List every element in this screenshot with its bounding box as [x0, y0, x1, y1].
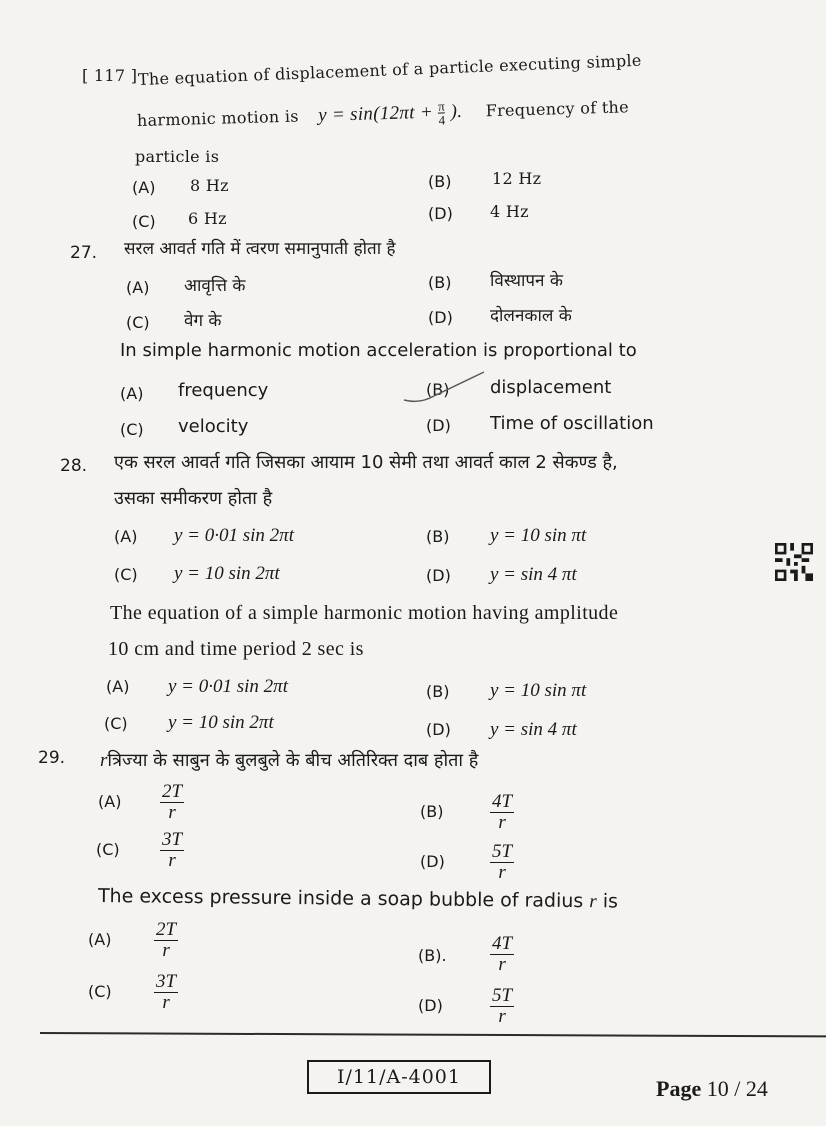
fraction-denominator: r	[162, 939, 170, 961]
option-equation: y = 10 sin 2πt	[174, 563, 280, 584]
question-number: 29.	[38, 748, 66, 768]
option-equation: y = 0·01 sin 2πt	[174, 525, 294, 546]
option-label: (B).	[418, 946, 447, 965]
variable-r: r	[589, 891, 597, 913]
option-fraction	[490, 934, 514, 975]
option-label: (B)	[428, 172, 452, 191]
fraction-denominator: r	[498, 953, 506, 975]
option-text: velocity	[178, 416, 249, 437]
fraction-denominator: r	[168, 849, 176, 871]
option-fraction	[160, 830, 184, 871]
option-label: (C)	[96, 840, 120, 859]
equation-close: ).	[450, 100, 463, 123]
qr-code-icon	[775, 543, 813, 581]
option-equation: y = sin 4 πt	[490, 719, 577, 740]
option-label: (B)	[420, 802, 444, 821]
option-label: (D)	[426, 566, 451, 585]
option-text: दोलनकाल के	[490, 306, 572, 326]
option-text: 12 Hz	[492, 169, 542, 188]
question-text-hindi: उसका समीकरण होता है	[114, 488, 273, 509]
question-text-hindi: सरल आवर्त गति में त्वरण समानुपाती होता है	[124, 239, 396, 259]
question-text-english	[98, 885, 618, 913]
option-label: (B)	[426, 682, 450, 701]
question-text-part: is	[602, 890, 619, 913]
fraction-numerator: 3T	[162, 829, 183, 850]
option-label: (A)	[132, 178, 156, 197]
option-text: वेग के	[184, 311, 222, 331]
option-label: (D)	[426, 720, 451, 739]
option-fraction	[154, 972, 178, 1013]
fraction-denominator: r	[498, 861, 506, 883]
option-label: (C)	[114, 565, 138, 584]
option-fraction	[490, 842, 514, 883]
question-text-part: The excess pressure inside a soap bubble of radius	[97, 885, 584, 913]
fraction-numerator: 2T	[156, 919, 177, 940]
fraction-numerator: 4T	[492, 933, 513, 954]
option-equation: y = 10 sin 2πt	[168, 712, 274, 733]
fraction-numerator: 5T	[492, 841, 513, 862]
fraction-denominator: r	[162, 991, 170, 1013]
option-label: (B)	[426, 380, 450, 399]
option-equation: y = 10 sin πt	[490, 680, 587, 701]
option-label: (B)	[426, 527, 450, 546]
option-fraction	[490, 792, 514, 833]
page-label: Page	[656, 1076, 702, 1101]
option-text: विस्थापन के	[490, 271, 563, 291]
option-text: 8 Hz	[190, 176, 229, 195]
fraction-denominator: r	[498, 1005, 506, 1027]
question-text-hindi	[100, 748, 478, 772]
option-label: (C)	[104, 714, 128, 733]
option-label: (A)	[126, 278, 150, 297]
option-label: (C)	[120, 420, 144, 439]
question-text: The equation of displacement of a particle executing simple	[137, 50, 642, 89]
option-label: (C)	[88, 982, 112, 1001]
option-label: (D)	[420, 852, 445, 871]
fraction-numerator: π	[437, 98, 446, 114]
option-text: 6 Hz	[188, 209, 227, 228]
fraction-numerator: 4T	[492, 791, 513, 812]
option-label: (A)	[98, 792, 122, 811]
question-number: [ 117 ]	[82, 66, 138, 85]
fraction-numerator: 5T	[492, 985, 513, 1006]
question-text-english: In simple harmonic motion acceleration is proportional to	[120, 340, 637, 361]
fraction-denominator: r	[168, 801, 176, 823]
footer-divider	[40, 1032, 826, 1037]
option-label: (C)	[132, 212, 156, 231]
question-text-part: त्रिज्या के साबुन के बुलबुले के बीच अतिरिक्त दाब होता है	[107, 750, 479, 771]
answer-tick-mark	[400, 368, 490, 408]
paper-code: I/11/A-4001	[307, 1060, 491, 1094]
option-label: (D)	[428, 308, 453, 327]
equation: y = sin(12πt +	[317, 101, 434, 126]
variable-r: r	[100, 750, 108, 771]
option-fraction	[160, 782, 184, 823]
option-label: (A)	[120, 384, 144, 403]
fraction-denominator: r	[498, 811, 506, 833]
question-text	[137, 94, 630, 135]
question-number: 27.	[70, 243, 98, 263]
option-fraction	[154, 920, 178, 961]
fraction-numerator: 3T	[156, 971, 177, 992]
option-equation: y = sin 4 πt	[490, 564, 577, 585]
question-number: 28.	[60, 456, 88, 476]
option-label: (D)	[428, 204, 453, 223]
question-text-part: Frequency of the	[485, 97, 630, 121]
question-text: particle is	[135, 147, 220, 166]
option-label: (A)	[114, 527, 138, 546]
question-text-hindi: एक सरल आवर्त गति जिसका आयाम 10 सेमी तथा आवर्त काल 2 सेकण्ड है,	[114, 452, 618, 473]
option-fraction	[490, 986, 514, 1027]
option-text: आवृत्ति के	[184, 276, 246, 296]
question-text-part: harmonic motion is	[136, 106, 300, 130]
option-label: (A)	[106, 677, 130, 696]
fraction-numerator: 2T	[162, 781, 183, 802]
option-text: displacement	[490, 377, 612, 398]
page-number: 10 / 24	[706, 1076, 768, 1101]
option-label: (A)	[88, 930, 112, 949]
option-label: (D)	[426, 416, 451, 435]
option-text: Time of oscillation	[490, 413, 654, 434]
question-text-english: The equation of a simple harmonic motion having amplitude	[110, 602, 619, 624]
question-text-english: 10 cm and time period 2 sec is	[108, 638, 364, 660]
option-label: (B)	[428, 273, 452, 292]
fraction-denominator: 4	[438, 112, 446, 128]
option-text: frequency	[178, 380, 269, 401]
option-label: (C)	[126, 313, 150, 332]
option-equation: y = 10 sin πt	[490, 525, 587, 546]
equation-fraction	[438, 99, 446, 126]
option-equation: y = 0·01 sin 2πt	[168, 676, 288, 697]
option-text: 4 Hz	[490, 202, 529, 221]
option-label: (D)	[418, 996, 443, 1015]
page-indicator	[656, 1076, 768, 1102]
